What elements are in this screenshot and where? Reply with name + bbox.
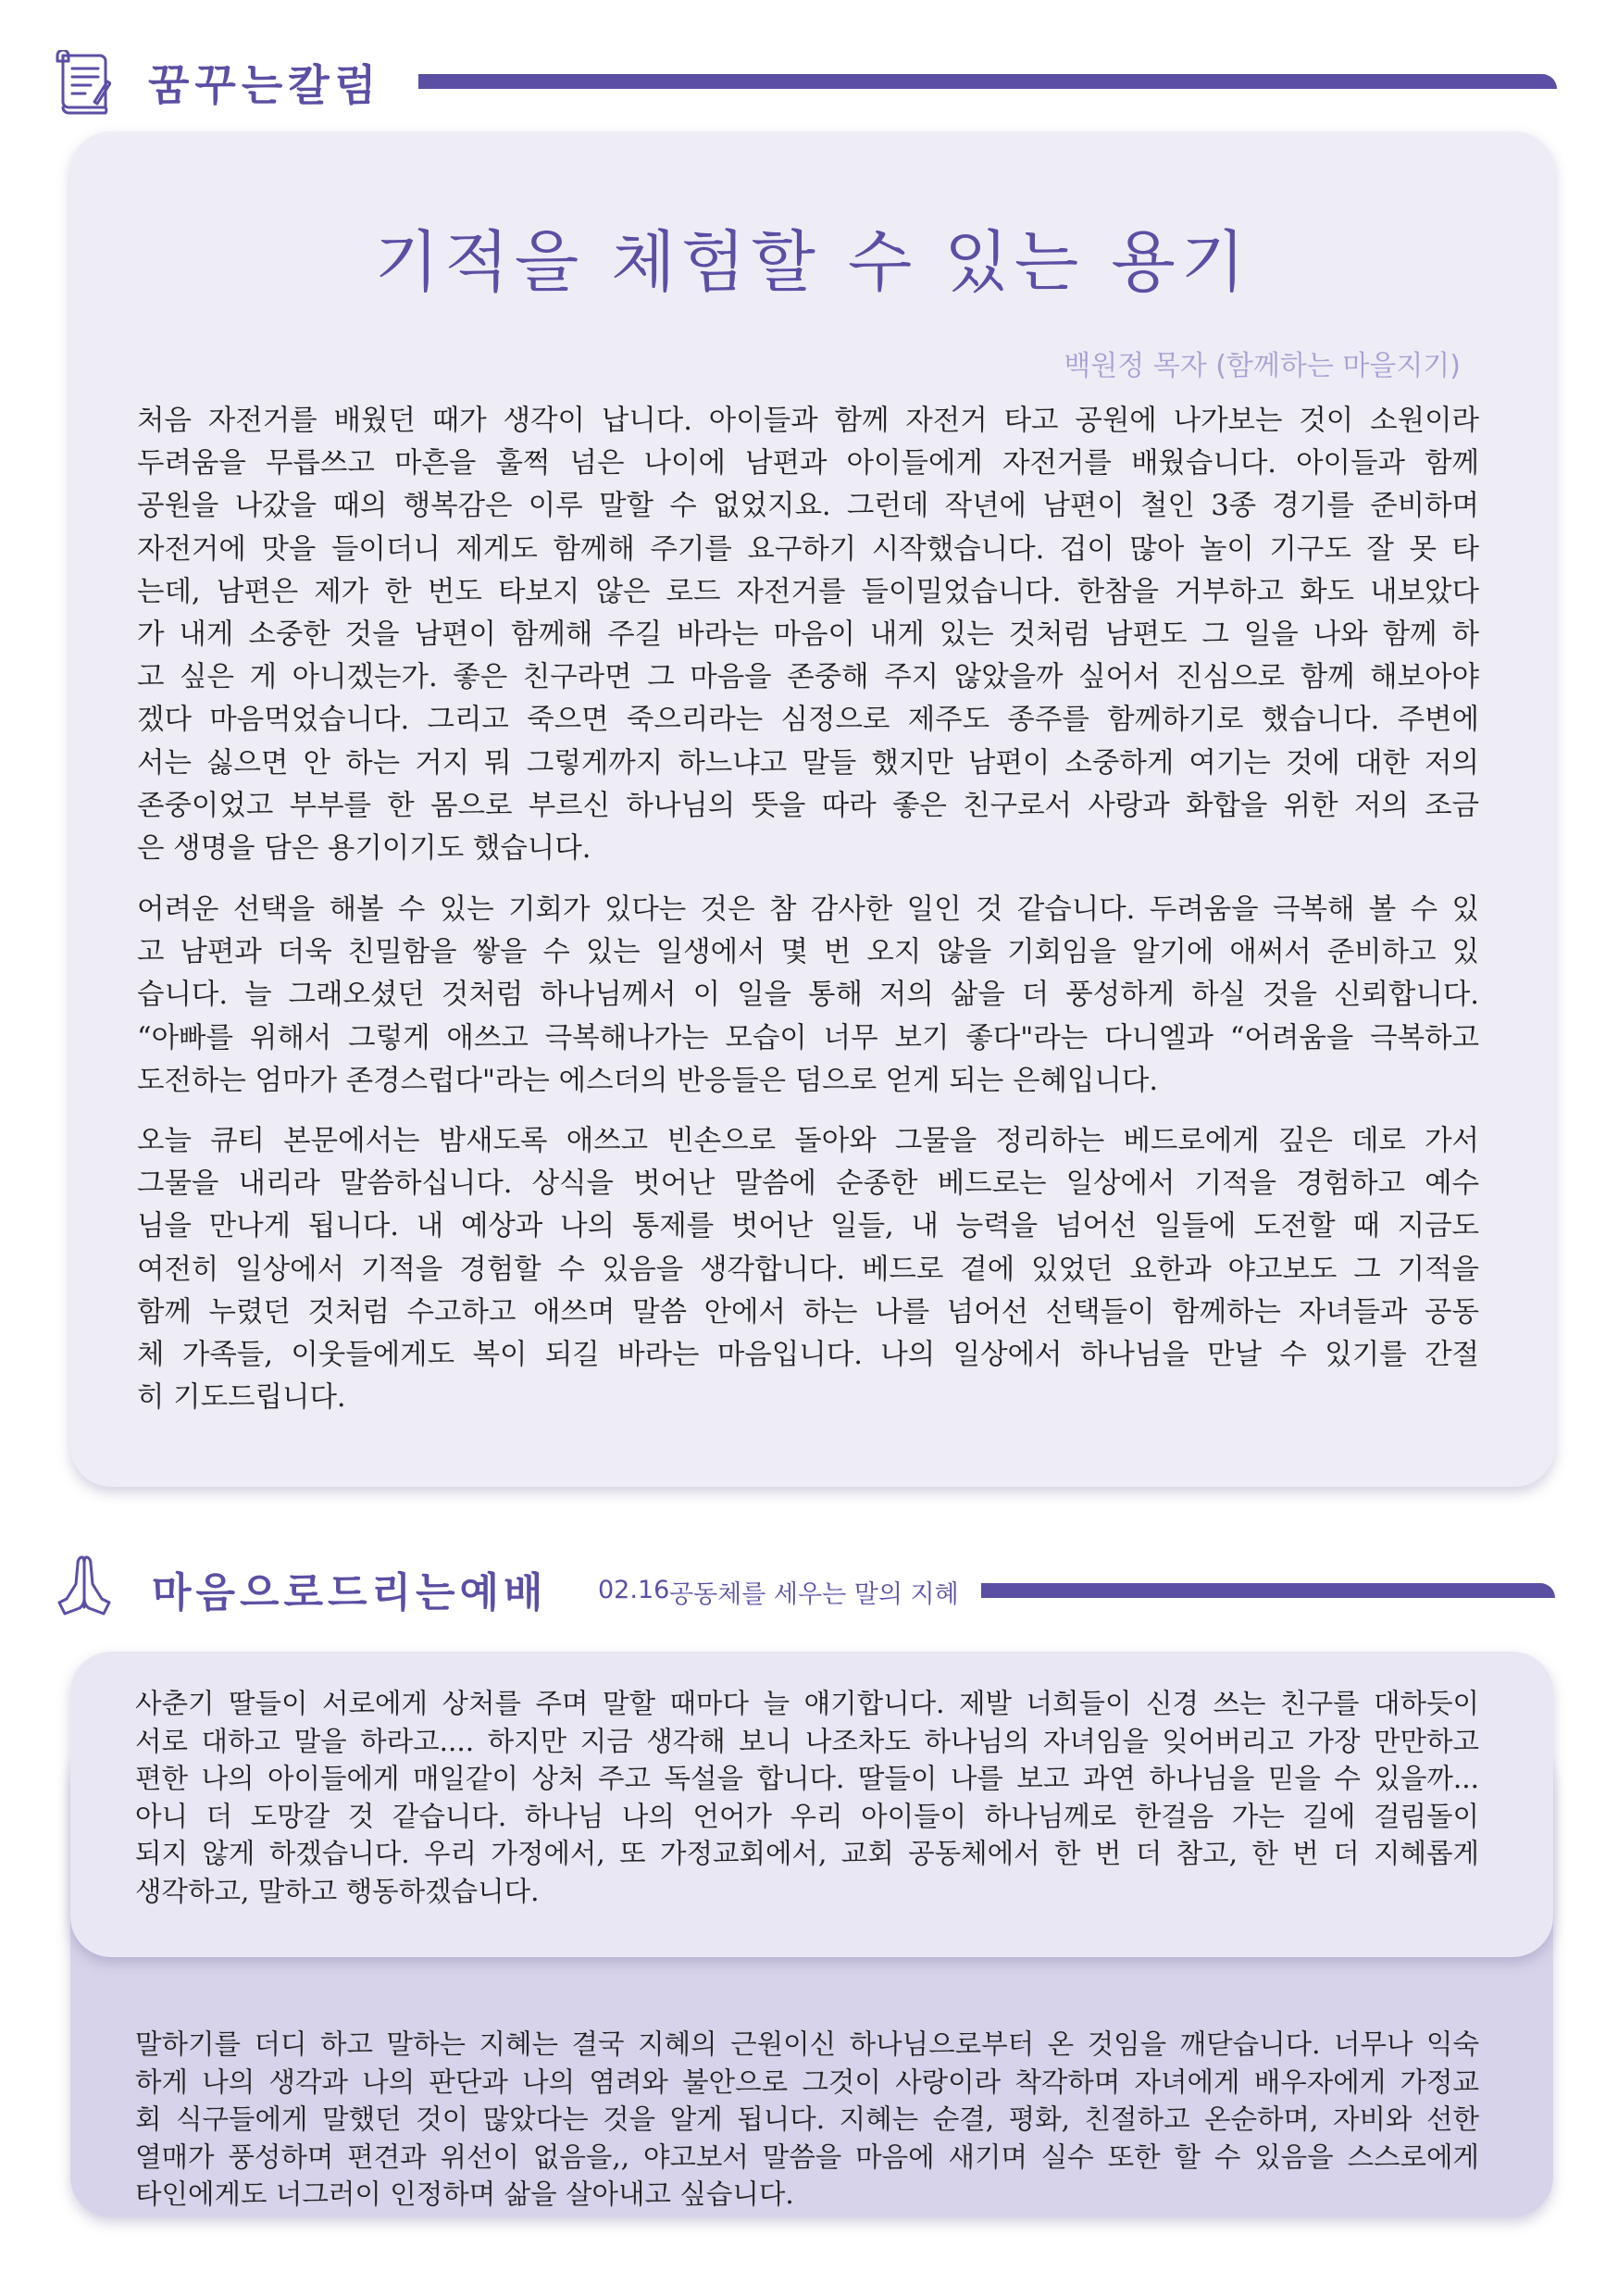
column-paragraph-1 (137, 400, 1479, 870)
text-line: 타인에게도 너그러이 인정하며 삶을 살아내고 싶습니다. (135, 2178, 794, 2210)
text-line: 고 싶은 게 아니겠는가. 좋은 친구라면 그 마음을 존중해 주지 않았을까 싶어서 진심으로 함께 해보아야 (137, 661, 1479, 694)
text-line: 생각하고, 말하고 행동하겠습니다. (135, 1875, 540, 1907)
text-line: 편한 나의 아이들에게 매일같이 상처 주고 독설을 합니다. 딸들이 나를 보고 과연 하나님을 믿을 수 있을까... (135, 1763, 1479, 1794)
text-line: 히 기도드립니다. (137, 1381, 346, 1415)
text-line: 두려움을 무릅쓰고 마흔을 훌쩍 넘은 나이에 남편과 아이들에게 자전거를 배웠습니다. 아이들과 함께 (137, 447, 1479, 480)
text-line: 그물을 내리라 말씀하십니다. 상식을 벗어난 말씀에 순종한 베드로는 일상에서 기적을 경험하고 예수 (137, 1167, 1479, 1201)
text-line: 여전히 일상에서 기적을 경험할 수 있음을 생각합니다. 베드로 곁에 있었던 요한과 야고보도 그 기적을 (137, 1253, 1479, 1286)
column-header (0, 44, 1618, 119)
text-line: 고 남편과 더욱 친밀함을 쌓을 수 있는 일생에서 몇 번 오지 않을 기회임을 알기에 애써서 준비하고 있 (137, 936, 1479, 969)
column-author: 백원정 목자 (함께하는 마을지기) (1064, 350, 1461, 382)
text-line: 되지 않게 하겠습니다. 우리 가정에서, 또 가정교회에서, 교회 공동체에서 한 번 더 참고, 한 번 더 지혜롭게 (135, 1838, 1479, 1869)
text-line: 하게 나의 생각과 나의 판단과 나의 염려와 불안으로 그것이 사랑이라 착각하며 자녀에게 배우자에게 가정교 (135, 2065, 1479, 2098)
text-line: 사춘기 딸들이 서로에게 상처를 주며 말할 때마다 늘 얘기합니다. 제발 너희들이 신경 쓰는 친구를 대하듯이 (135, 1688, 1479, 1719)
document-quill-icon (54, 50, 111, 122)
praying-hands-icon (52, 1552, 117, 1622)
text-line: 존중이었고 부부를 한 몸으로 부르신 하나님의 뜻을 따라 좋은 친구로서 사랑과 화합을 위한 저의 조금 (137, 789, 1479, 822)
text-line: 회 식구들에게 말했던 것이 많았다는 것을 알게 됩니다. 지혜는 순결, 평화, 친절하고 온순하며, 자비와 선한 (135, 2103, 1479, 2135)
column-paragraph-3 (137, 1120, 1479, 1419)
text-line: 겠다 마음먹었습니다. 그리고 죽으면 죽으리라는 심정으로 제주도 종주를 함께하기로 했습니다. 주변에 (137, 704, 1479, 737)
text-line: “아빠를 위해서 그렇게 애쓰고 극복해나가는 모습이 너무 보기 좋다"라는 다니엘과 “어려움을 극복하고 (137, 1021, 1479, 1054)
text-line: 어려운 선택을 해볼 수 있는 기회가 있다는 것은 참 감사한 일인 것 같습니다. 두려움을 극복해 볼 수 있 (137, 893, 1479, 926)
text-line: 습니다. 늘 그래오셨던 것처럼 하나님께서 이 일을 통해 저의 삶을 더 풍성하게 하실 것을 신뢰합니다. (137, 979, 1479, 1012)
text-line: 처음 자전거를 배웠던 때가 생각이 납니다. 아이들과 함께 자전거 타고 공원에 나가보는 것이 소원이라 (137, 405, 1479, 437)
text-line: 서는 싫으면 안 하는 거지 뭐 그렇게까지 하느냐고 말들 했지만 남편이 소중하게 여기는 것에 대한 저의 (137, 746, 1479, 780)
worship-text-2 (135, 2026, 1479, 2214)
column-title: 기적을 체험할 수 있는 용기 (374, 223, 1251, 301)
column-header-title: 꿈꾸는칼럼 (148, 60, 382, 110)
text-line: 님을 만나게 됩니다. 내 예상과 나의 통제를 벗어난 일들, 내 능력을 넘어선 일들에 도전할 때 지금도 (137, 1210, 1479, 1243)
text-line: 서로 대하고 말을 하라고.... 하지만 지금 생각해 보니 나조차도 하나님의 자녀임을 잊어버리고 가장 만만하고 (135, 1725, 1479, 1757)
worship-header-title: 마음으로드리는예배 (152, 1569, 548, 1616)
text-line: 오늘 큐티 본문에서는 밤새도록 애쓰고 빈손으로 돌아와 그물을 정리하는 베드로에게 깊은 데로 가서 (137, 1125, 1479, 1157)
text-line: 자전거에 맛을 들이더니 제게도 함께해 주기를 요구하기 시작했습니다. 겁이 많아 놀이 기구도 잘 못 타 (137, 532, 1479, 566)
text-line: 아니 더 도망갈 것 같습니다. 하나님 나의 언어가 우리 아이들이 하나님께로 한걸음 가는 길에 걸림돌이 (135, 1800, 1479, 1832)
column-header-rule (418, 74, 1557, 89)
worship-text-1 (135, 1685, 1479, 1910)
text-line: 말하기를 더디 하고 말하는 지혜는 결국 지혜의 근원이신 하나님으로부터 온 것임을 깨닫습니다. 너무나 익숙 (135, 2028, 1479, 2060)
text-line: 도전하는 엄마가 존경스럽다"라는 에스더의 반응들은 덤으로 얻게 되는 은혜입니다. (137, 1064, 1159, 1097)
text-line: 공원을 나갔을 때의 행복감은 이루 말할 수 없었지요. 그런데 작년에 남편이 철인 3종 경기를 준비하며 (137, 490, 1479, 523)
text-line: 는데, 남편은 제가 한 번도 타보지 않은 로드 자전거를 들이밀었습니다. 한참을 거부하고 화도 내보았다 (137, 575, 1479, 608)
worship-header-date: 02.16 (598, 1576, 670, 1604)
text-line: 함께 누렸던 것처럼 수고하고 애쓰며 말씀 안에서 하는 나를 넘어선 선택들이 함께하는 자녀들과 공동 (137, 1295, 1479, 1329)
worship-header-subtitle: 공동체를 세우는 말의 지혜 (669, 1580, 959, 1609)
worship-header (0, 1546, 1618, 1620)
text-line: 은 생명을 담은 용기이기도 했습니다. (137, 832, 591, 866)
text-line: 가 내게 소중한 것을 남편이 함께해 주길 바라는 마음이 내게 있는 것처럼 남편도 그 일을 나와 함께 하 (137, 618, 1479, 652)
text-line: 열매가 풍성하며 편견과 위선이 없음을,, 야고보서 말씀을 마음에 새기며 실수 또한 할 수 있음을 스스로에게 (135, 2140, 1479, 2173)
column-paragraph-2 (137, 889, 1479, 1103)
text-line: 체 가족들, 이웃들에게도 복이 되길 바라는 마음입니다. 나의 일상에서 하나님을 만날 수 있기를 간절 (137, 1339, 1479, 1372)
worship-header-rule (981, 1583, 1555, 1598)
